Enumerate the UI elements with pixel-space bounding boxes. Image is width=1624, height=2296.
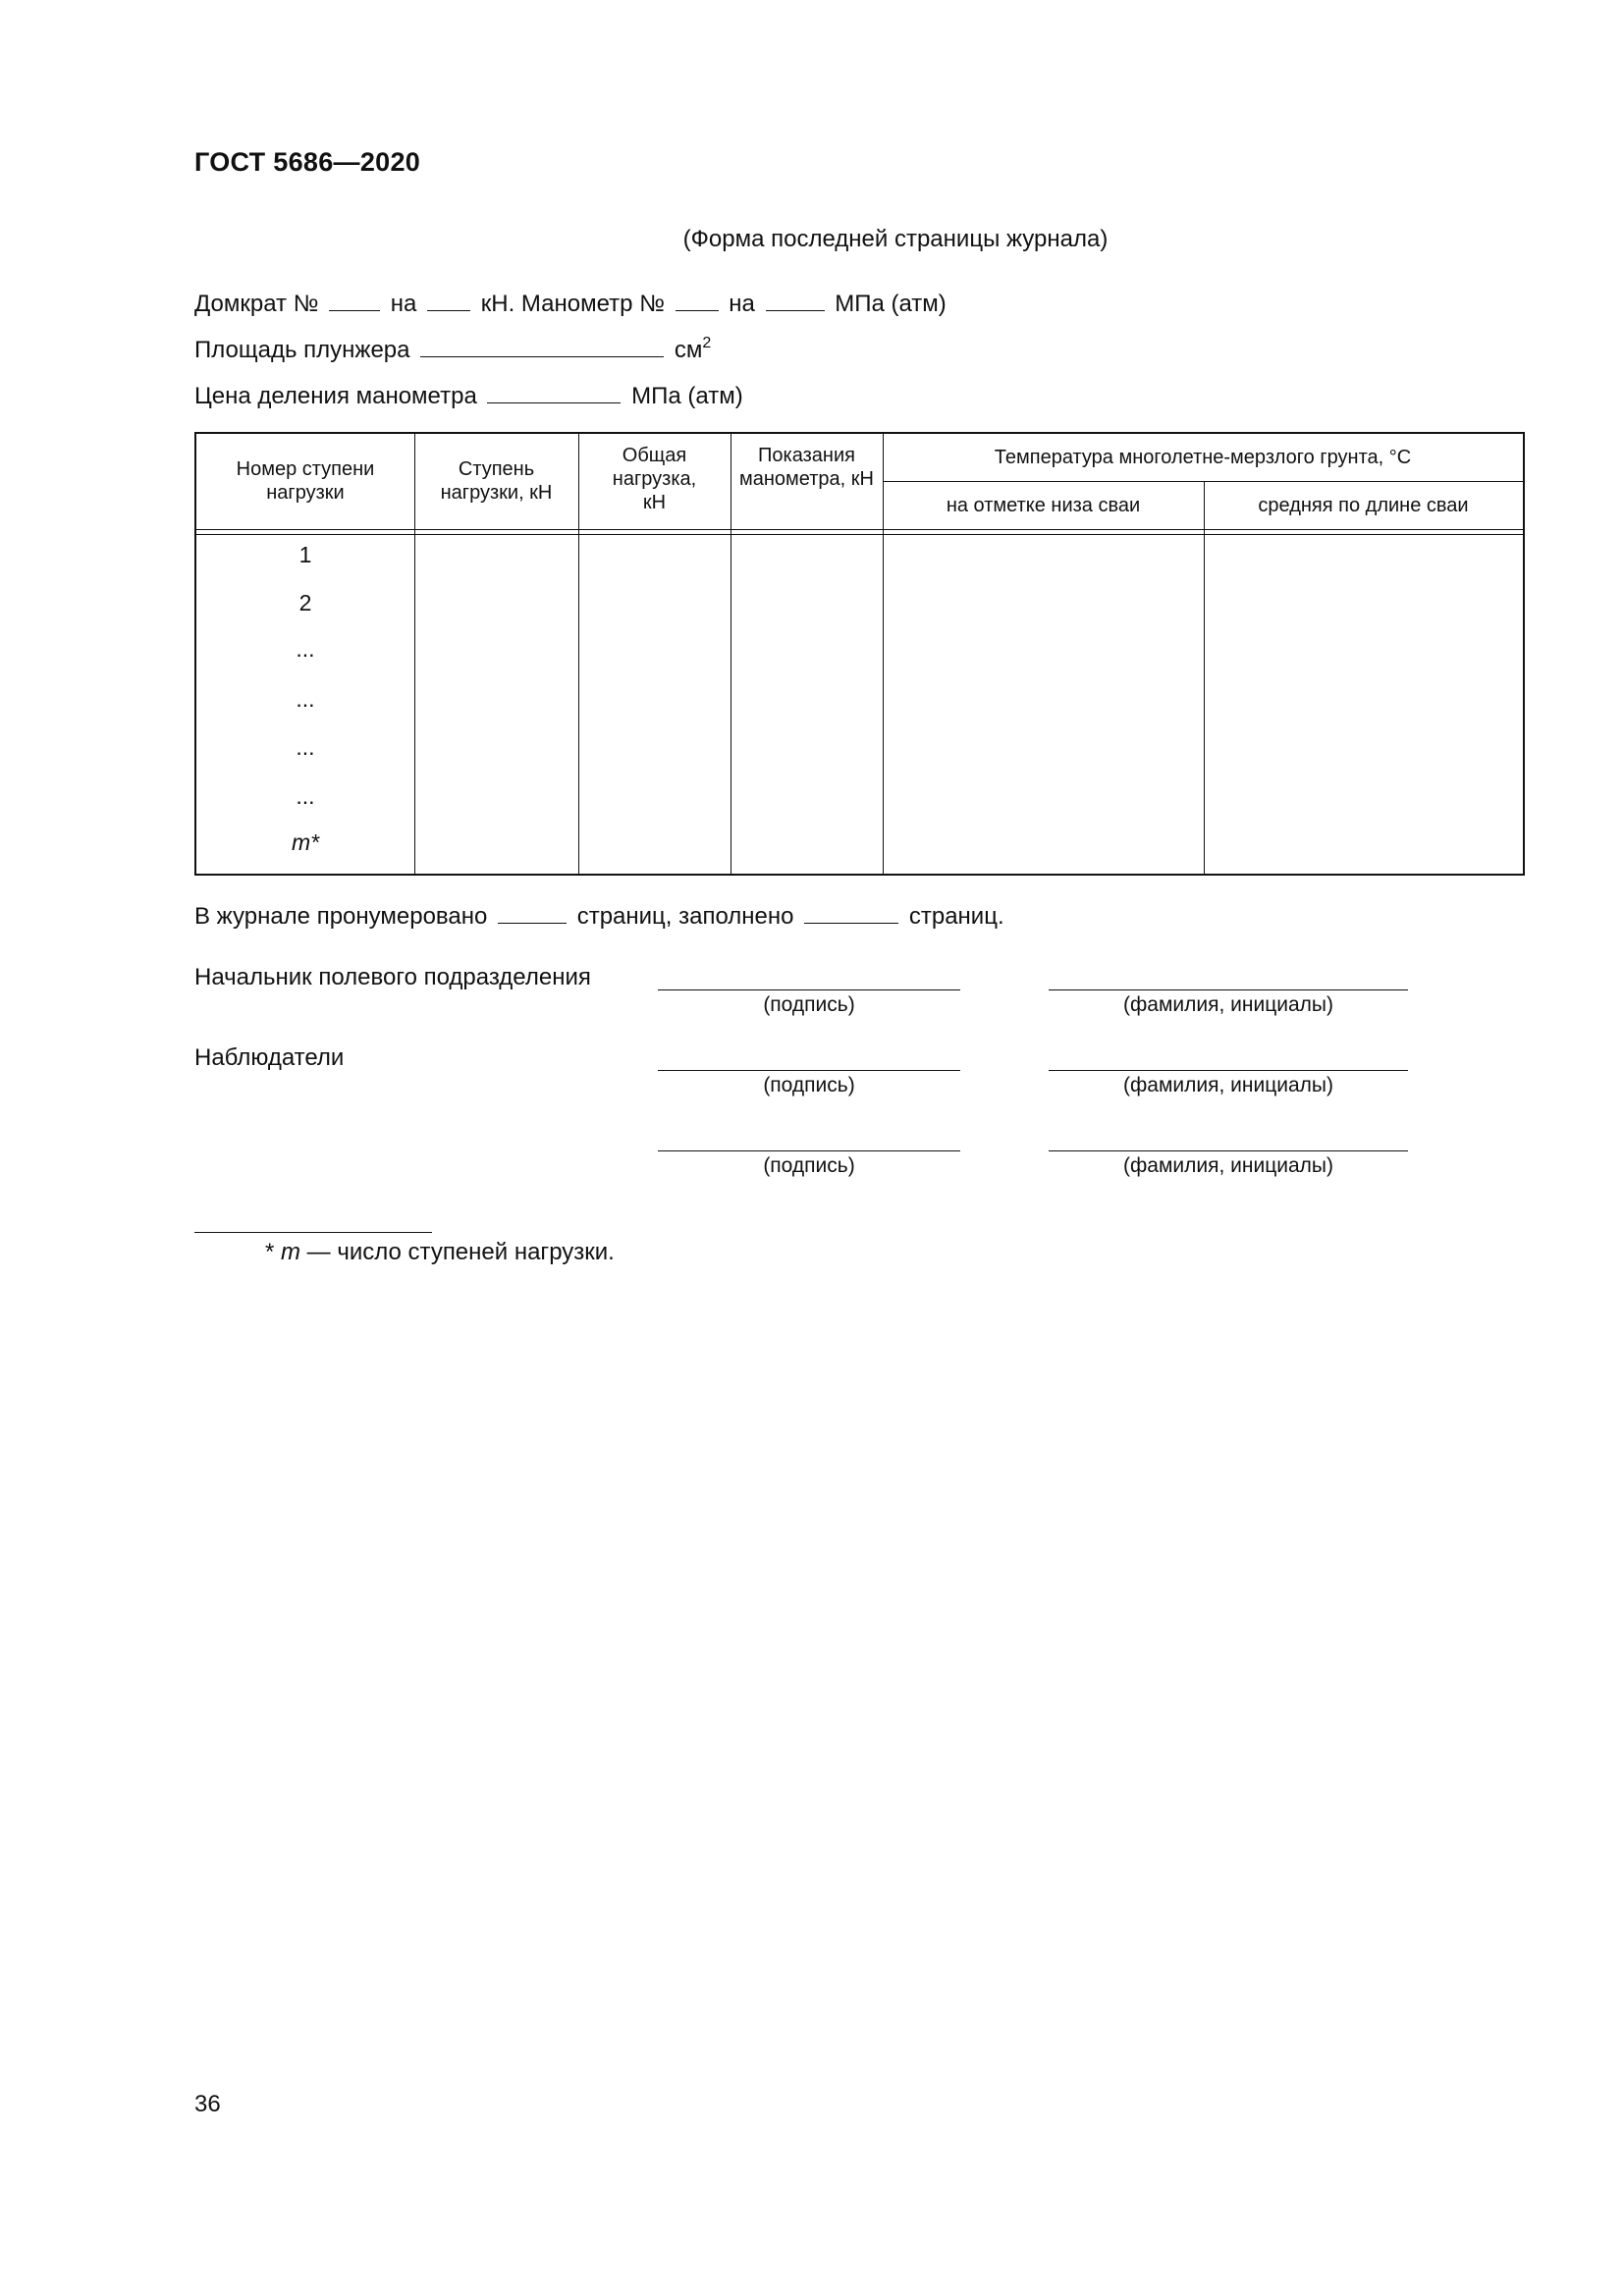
jack-gauge-line: [194, 291, 947, 318]
header-gauge-reading: Показания манометра, кН: [739, 445, 874, 490]
gauge-on-label: на: [729, 291, 755, 317]
division-unit: МПа (атм): [631, 383, 743, 409]
journal-prefix: В журнале пронумеровано: [194, 903, 488, 930]
name-caption: (фамилия, инициалы): [1123, 1074, 1333, 1096]
journal-pages-line: [194, 903, 1004, 931]
head-signature-line[interactable]: [658, 989, 960, 990]
plunger-unit: см: [674, 337, 703, 363]
gauge-number-blank[interactable]: [676, 291, 719, 311]
footnote-text: — число ступеней нагрузки.: [300, 1239, 615, 1265]
gauge-unit: МПа (атм): [835, 291, 947, 317]
header-average-temp: средняя по длине сваи: [1258, 495, 1469, 516]
table-row-number: 1: [298, 542, 312, 567]
table-row-number: ...: [296, 734, 315, 760]
page-number: 36: [194, 2091, 221, 2117]
footnote-mark: *: [265, 1239, 282, 1265]
document-code: ГОСТ 5686—2020: [194, 147, 421, 177]
observer2-signature-line[interactable]: [658, 1150, 960, 1151]
gauge-range-blank[interactable]: [766, 291, 825, 311]
form-caption: (Форма последней страницы журнала): [682, 226, 1109, 252]
table-header-divider: [196, 534, 1523, 535]
head-of-unit-label: Начальник полевого подразделения: [194, 964, 591, 990]
jack-capacity-blank[interactable]: [427, 291, 470, 311]
jack-label: Домкрат №: [194, 291, 319, 317]
name-caption: (фамилия, инициалы): [1123, 993, 1333, 1016]
table-row-number: m*: [291, 829, 320, 855]
jack-number-blank[interactable]: [329, 291, 380, 311]
table-header-divider: [196, 529, 1523, 530]
head-name-line[interactable]: [1049, 989, 1408, 990]
division-label: Цена деления манометра: [194, 383, 477, 409]
observer1-signature-line[interactable]: [658, 1070, 960, 1071]
table-row-number: ...: [296, 783, 315, 809]
plunger-area-blank[interactable]: [420, 337, 664, 357]
table-row-number: ...: [296, 686, 315, 712]
header-bottom-temp: на отметке низа сваи: [946, 495, 1141, 516]
header-step-number: Номер ступени нагрузки: [236, 458, 375, 504]
table-group-divider: [883, 481, 1523, 482]
signature-caption: (подпись): [763, 993, 855, 1016]
name-caption: (фамилия, инициалы): [1123, 1154, 1333, 1177]
load-table: [194, 432, 1525, 876]
plunger-label: Площадь плунжера: [194, 337, 410, 363]
journal-mid: страниц, заполнено: [576, 903, 794, 930]
gauge-division-line: [194, 383, 743, 410]
gauge-label: кН. Манометр №: [480, 291, 665, 317]
table-row-number: 2: [298, 590, 312, 615]
header-temperature-group: Температура многолетне-мерзлого грунта, °С: [994, 447, 1412, 468]
pages-numbered-blank[interactable]: [498, 903, 567, 924]
table-column-divider: [1204, 481, 1205, 874]
footnote-rule: [194, 1232, 432, 1233]
jack-on-label: на: [390, 291, 417, 317]
table-row-number: ...: [296, 636, 315, 662]
pages-filled-blank[interactable]: [804, 903, 898, 924]
signature-caption: (подпись): [763, 1074, 855, 1096]
division-blank[interactable]: [487, 383, 621, 403]
header-step-load: Ступень нагрузки, кН: [440, 458, 553, 504]
footnote: [265, 1239, 615, 1266]
header-total-load: Общая нагрузка, кН: [612, 445, 697, 513]
signature-caption: (подпись): [763, 1154, 855, 1177]
observers-label: Наблюдатели: [194, 1044, 345, 1071]
journal-suffix: страниц.: [908, 903, 1004, 930]
observer1-name-line[interactable]: [1049, 1070, 1408, 1071]
plunger-unit-superscript: 2: [702, 335, 712, 351]
footnote-variable: m: [281, 1239, 301, 1265]
plunger-area-line: [194, 335, 711, 364]
observer2-name-line[interactable]: [1049, 1150, 1408, 1151]
